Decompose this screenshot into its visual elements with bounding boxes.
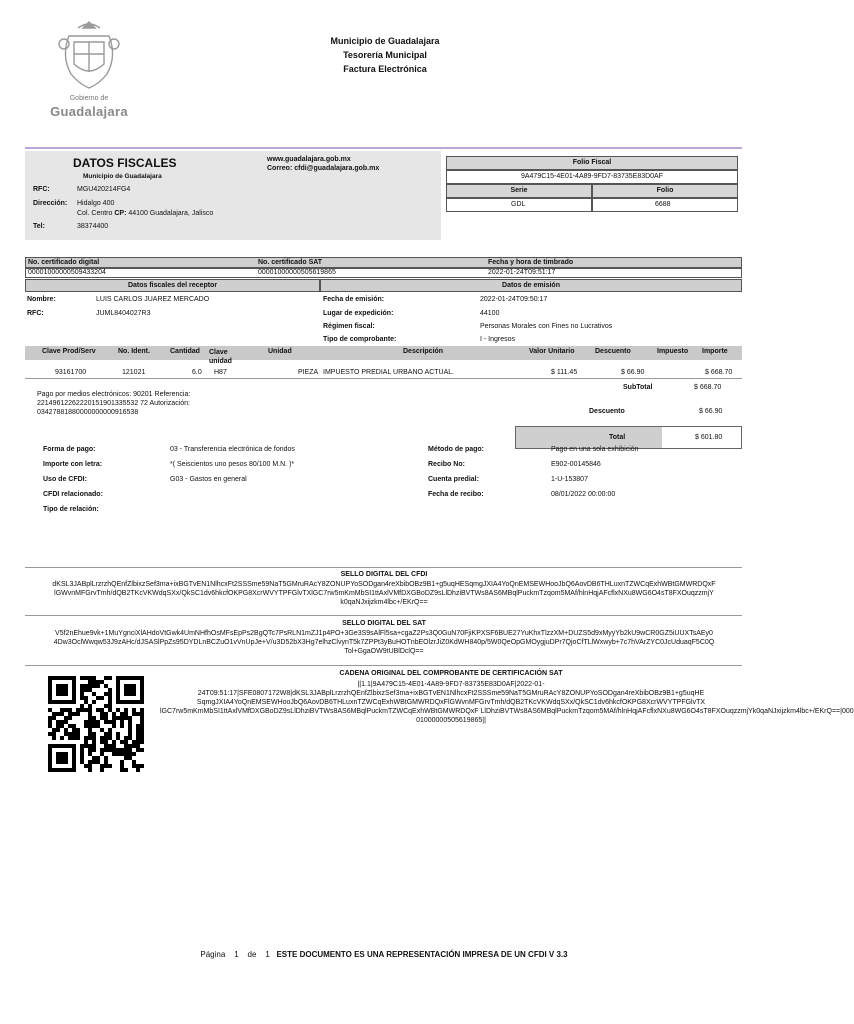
total: $ 601.80 [695,434,723,441]
col-clave: Clave Prod/Serv [42,348,96,355]
cfdi-relacionado-label: CFDI relacionado: [43,491,103,498]
cadena-line2: 24T09:51:17|SFE0807172W8|dKSL3JABplLrzrzhQEnfZlbixzSef3ma+ixBGTvEN1NlhcxFt2SSSme59NaT5GMruRAcY8ZONUPYoSODgan4reXbibOBz9B1+g5uqHE [197,690,705,697]
pago-nota-3: 03427881880000000000916538 [37,409,139,416]
cert-digital: 00001000000509433204 [28,269,106,276]
sello-cfdi-line1: dKSL3JABplLrzrzhQEnfZlbixzSef3ma+ixBGTvEN1NlhcxFt2SSSme59NaT5GMruRAcY8ZONUPYoSODgan4reXbibOBz9B1+g5uqHESqmgJXIA4YoQnEMSEWHooJbQ6AovDB6THLuxnTZWCqExhWBtGMWRDQxF [52,581,716,588]
emisor-name: Municipio de Guadalajara [83,173,162,180]
header-municipio: Municipio de Guadalajara [330,36,440,46]
importe-letra-label: Importe con letra: [43,461,103,468]
emisor-rfc-label: RFC: [33,186,50,193]
descuento-label: Descuento [589,408,625,415]
emisor-cp-label: CP: [114,210,127,217]
regimen: Personas Morales con Fines no Lucrativos [480,323,613,330]
footer-text: ESTE DOCUMENTO ES UNA REPRESENTACIÓN IMPRESA DE UN CFDI V 3.3 [276,950,568,959]
sello-cfdi-title: SELLO DIGITAL DEL CFDI [340,571,428,578]
pago-nota-1: Pago por medios electrónicos: 90201 Referencia: [37,391,191,398]
row-ident: 121021 [122,369,146,376]
col-impuesto: Impuesto [657,348,689,355]
col-cantidad: Cantidad [170,348,200,355]
sello-cfdi-line3: k0qaNJxijzkm4lbc+/EKrQ== [340,599,428,606]
folio-header: Folio [592,184,738,198]
cadena-line1: ||1.1|9A479C15-4E01-4A89-9FD7-83735E83D0AF|2022-01- [357,681,545,688]
receptor-nombre: LUIS CARLOS JUAREZ MERCADO [96,296,210,303]
row-divider [25,378,742,379]
footer-page-num: 1 [234,950,239,959]
fecha-recibo: 08/01/2022 00:00:00 [551,491,616,498]
col-clave-unidad: Clave unidad [209,349,232,365]
regimen-label: Régimen fiscal: [323,323,375,330]
sello-sat-line3: Tol+GgaOW9tUBlDclQ== [344,648,424,655]
descuento-total: $ 66.90 [699,408,723,415]
emisor-web: www.guadalajara.gob.mx [267,156,351,163]
subtotal-label: SubTotal [623,384,653,391]
footer-page-total: 1 [265,950,270,959]
emisor-dir-line2 [77,210,213,217]
receptor-rfc-label: RFC: [27,310,44,317]
cadena-text [160,680,854,725]
cuenta-predial-label: Cuenta predial: [428,476,479,483]
forma-pago: 03 - Transferencia electrónica de fondos [170,446,295,453]
col-descuento: Descuento [595,348,631,355]
receptor-rfc: JUML8404027R3 [96,310,151,317]
emisor-cp: 44100 Guadalajara, Jalisco [128,210,214,217]
cadena-line4: lGC7rw5mKmMbSI1ttAxlVMfDXGBoDZ9sLlDhziBVTWs8AS6MBqlPuckmTZWCqExhWBtGMWRDQxF LlDhziBVTWs8AS6MBqlPuckmTzqom5MAf/hlnHqjAFcflxNXu8WG6O4sT8FXOuqzzmjYk0qaNJxijzkm4lbc+/EKrQ==|000 [160,708,854,715]
col-importe: Importe [702,348,728,355]
col-valor: Valor Unitario [529,348,575,355]
sello-sat-title: SELLO DIGITAL DEL SAT [342,620,426,627]
cert-timbrado: 2022-01-24T09:51:17 [488,269,556,276]
tipo-relacion-label: Tipo de relación: [43,506,99,513]
cert-sat: 00001000000505619865 [258,269,336,276]
emisor-correo: Correo: cfdi@guadalajara.gob.mx [267,165,380,172]
tipo-comprobante-label: Tipo de comprobante: [323,336,397,343]
lugar: 44100 [480,310,500,317]
serie-value: GDL [446,198,592,212]
uso-cfdi-label: Uso de CFDI: [43,476,87,483]
subtotal: $ 668.70 [694,384,722,391]
cadena-line5: 01000000505619865|| [416,717,486,724]
forma-pago-label: Forma de pago: [43,446,96,453]
emision-header: Datos de emisión [320,279,742,292]
emisor-tel-label: Tel: [33,223,45,230]
sello-cfdi-line2: lGWvnMFGrvTmh/dQB2TKcVKWdqSXx/QkSC1dv6hkcfOKPG8XcrWVYTPFGlvTXlGC7rw5mKmMbSI1ttAxlVMfDXGBoDZ9sLlDhziBVTWs8AS6MBqlPuckmTzqom5MAf/hlnHqjAFcflxNXu8WG6O4sT8FXOuqzzmjY [54,590,714,597]
cert-values-row [25,268,742,278]
cert-header-bar [25,257,742,268]
sello-cfdi-text [30,580,738,607]
total-label: Total [609,434,626,441]
fecha-recibo-label: Fecha de recibo: [428,491,484,498]
header-tesoreria: Tesorería Municipal [343,50,427,60]
sello-sat-text [30,629,738,656]
row-descripcion: IMPUESTO PREDIAL URBANO ACTUAL. [323,369,455,376]
cuenta-predial: 1-U-153807 [551,476,588,483]
folio-value: 6688 [592,198,738,212]
serie-header: Serie [446,184,592,198]
metodo-pago: Pago en una sola exhibición [551,446,639,453]
cert-timbrado-label: Fecha y hora de timbrado [488,259,574,266]
col-descripcion: Descripción [403,348,444,355]
metodo-pago-label: Método de pago: [428,446,484,453]
uso-cfdi: G03 - Gastos en general [170,476,247,483]
col-unidad: Unidad [268,348,292,355]
emisor-rfc: MGU420214FG4 [77,186,131,193]
recibo-label: Recibo No: [428,461,465,468]
emisor-tel: 38374400 [77,223,109,230]
row-cantidad: 6.0 [192,369,202,376]
row-unidad: PIEZA [298,369,319,376]
pago-nota-2: 22149612262220151901335532 72 Autorización: [37,400,190,407]
emisor-dir2: Col. Centro [77,210,113,217]
cert-sat-label: No. certificado SAT [258,259,323,266]
emisor-dir1: Hidalgo 400 [77,200,115,207]
lugar-label: Lugar de expedición: [323,310,394,317]
sello-cfdi-divider [25,567,742,568]
cadena-title: CADENA ORIGINAL DEL COMPROBANTE DE CERTIFICACIÓN SAT [339,670,563,677]
col-ident: No. Ident. [118,348,150,355]
receptor-nombre-label: Nombre: [27,296,56,303]
sello-sat-line1: V5f2nEhue9vk+1MuYgnciXlAHdoVtGwk4UmNHfhOsMFsEpPs2BgQTc7PsRLN1mZJ1p4PO+3Ge3S9sAlFl5sa+cgaZ2Ps3Q0GuN70FjiKPXSF6BUE27YuKhxTlzzXM+DUZS5d9xMyyYb2kU9wCR0GZ5iUUXTsAEy0 [55,630,713,637]
recibo: E902-00145846 [551,461,601,468]
importe-letra: *( Seiscientos uno pesos 80/100 M.N. )* [170,461,295,468]
total-label-bg [516,427,662,448]
row-importe: $ 668.70 [705,369,733,376]
row-clave-unidad: H87 [214,369,227,376]
folio-uuid: 9A479C15-4E01-4A89-9FD7-83735E83D0AF [446,170,738,184]
qr-code [48,676,144,772]
logo-caption-big: Guadalajara [50,104,128,119]
fecha-emision-label: Fecha de emisión: [323,296,385,303]
sello-sat-line2: 4Dw3OclWwqw53J9zAHc/dJSASlPpZs95DYDLnBCZuO1vVnUpJe+V/u3D52bX3Hg7elhzClvynT5k7ZPPt3yBuHOTnbEOlzrJiZ0KdWH840p/5W0QeOpGMOygjuDPr7QjoCfTLlWxwyb+7c7hVArZYC0JcUduaqF5C0Q [53,639,715,646]
receptor-header: Datos fiscales del receptor [25,279,320,292]
emisor-dir-label: Dirección: [33,200,68,207]
tipo-comprobante: I - Ingresos [480,336,516,343]
fecha-emision: 2022-01-24T09:50:17 [480,296,548,303]
footer-pagina: Página [200,950,226,959]
cadena-line3: SqmgJXIA4YoQnEMSEWHooJbQ6AovDB6THLuxnTZWCqExhWBtGMWRDQxFlGWvnMFGrvTmh/dQB2TKcVKWdqSXx/QkSC1dv6hkcfOKPG8XcrWVYTPFGlvTX [196,699,706,706]
header-divider [25,147,742,149]
row-clave: 93161700 [55,369,87,376]
footer-de: de [247,950,257,959]
logo-caption-small: Gobierno de [69,95,109,102]
sello-sat-divider [25,615,742,616]
pago-nota [37,390,190,417]
row-descuento: $ 66.90 [621,369,645,376]
datos-fiscales-title: DATOS FISCALES [73,156,177,170]
cadena-divider [25,665,742,666]
page-footer [0,950,768,959]
cert-digital-label: No. certificado digital [28,259,100,266]
folio-fiscal-header: Folio Fiscal [446,156,738,170]
row-valor: $ 111.45 [551,369,578,376]
header-factura: Factura Electrónica [343,64,427,74]
